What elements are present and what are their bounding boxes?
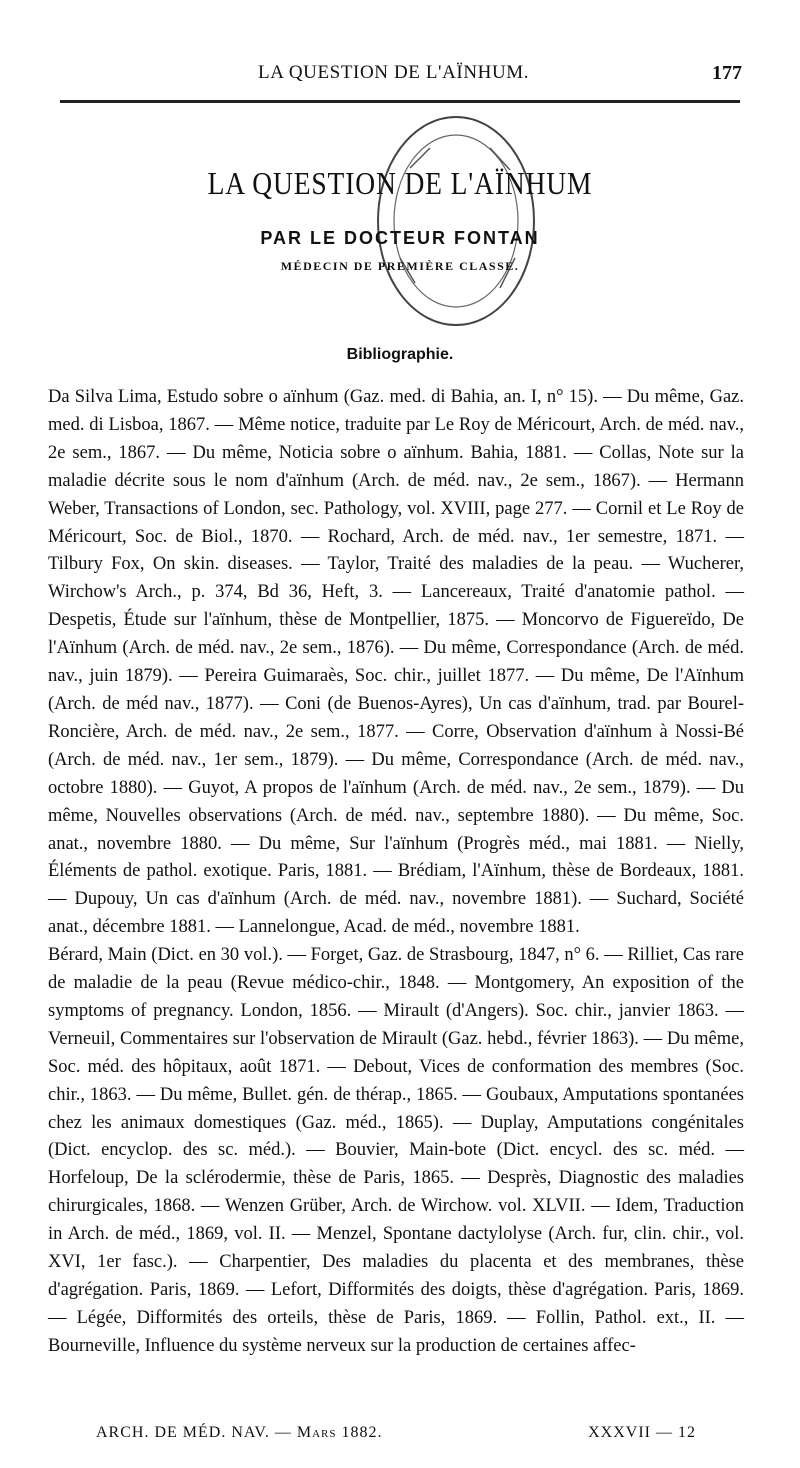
bibliography-paragraph: Da Silva Lima, Estudo sobre o aïnhum (Gaz. med. di Bahia, an. I, n° 15). — Du même, Gaz. med. di Lisboa, 1867. — Même notice, traduite par Le Roy de Méricourt, Arch. de méd. nav., 2e sem., 1867. — Du même, Noticia sobre o aïnhum. Bahia, 1881. — Collas, Note sur la maladie décrite sous le nom d'aïnhum (Arch. de méd. nav., 2e sem., 1867). — Hermann Weber, Transactions of London, sec. Pathology, vol. XVIII, page 277. — Cornil et Le Roy de Méricourt, Soc. de Biol., 1870. — Rochard, Arch. de méd. nav., 1er semestre, 1871. — Tilbury Fox, On skin. diseases. — Taylor, Traité des maladies de la peau. — Wucherer, Wirchow's Arch., p. 374, Bd 36, Heft, 3. — Lancereaux, Traité d'anatomie pathol. — Despetis, Étude sur l'aïnhum, thèse de Montpellier, 1875. — Moncorvo de Figuereïdo, De l'Aïnhum (Arch. de méd. nav., 2e sem., 1876). — Du même, Correspondance (Arch. de méd. nav., juin 1879). — Pereira Guimaraès, Soc. chir., juillet 1877. — Du même, De l'Aïnhum (Arch. de méd nav., 1877). — Coni (de Buenos-Ayres), Un cas d'aïnhum, trad. par Bourel-Roncière, Arch. de méd. nav., 2e sem., 1877. — Corre, Observation d'aïnhum à Nossi-Bé (Arch. de méd. nav., 1er sem., 1879). — Du même, Correspondance (Arch. de méd. nav., octobre 1880). — Guyot, A propos de l'aïnhum (Arch. de méd. nav., 2e sem., 1879). — Du même, Nouvelles observations (Arch. de méd. nav., septembre 1880). — Du même, Soc. anat., novembre 1880. — Du même, Sur l'aïnhum (Progrès méd., mai 1881. — Nielly, Éléments de pathol. exotique. Paris, 1881. — Brédiam, l'Aïnhum, thèse de Bordeaux, 1881. — Dupouy, Un cas d'aïnhum (Arch. de méd. nav., novembre 1881). — Suchard, Société anat., décembre 1881. — Lannelongue, Acad. de méd., novembre 1881.: [48, 387, 744, 938]
library-stamp: [370, 108, 542, 334]
section-heading: Bibliographie.: [346, 346, 454, 363]
running-head: [0, 62, 800, 92]
header-rule: [60, 100, 740, 103]
page-footer: [96, 1424, 696, 1448]
author-role: MÉDECIN DE PREMIÈRE CLASSE.: [280, 259, 520, 273]
footer-signature: XXXVII — 12: [588, 1424, 696, 1441]
bibliography-paragraph: Bérard, Main (Dict. en 30 vol.). — Forget, Gaz. de Strasbourg, 1847, n° 6. — Rilliet, Cas rare de maladie de la peau (Revue médico-chir., 1848. — Montgomery, An exposition of the symptoms of pregnancy. London, 1856. — Mirault (d'Angers). Soc. chir., janvier 1863. — Verneuil, Commentaires sur l'observation de Mirault (Gaz. hebd., février 1863). — Du même, Soc. méd. des hôpitaux, août 1871. — Debout, Vices de conformation des membres (Soc. chir., 1863. — Du même, Bullet. gén. de thérap., 1865. — Goubaux, Amputations spontanées chez les animaux domestiques (Gaz. méd., 1865). — Duplay, Amputations congénitales (Dict. encyclop. des sc. méd.). — Bouvier, Main-bote (Dict. encycl. des sc. méd. — Horfeloup, De la sclérodermie, thèse de Paris, 1865. — Desprès, Diagnostic des maladies chirurgicales, 1868. — Wenzen Grüber, Arch. de Wirchow. vol. XLVII. — Idem, Traduction in Arch. de méd., 1869, vol. II. — Menzel, Spontane dactylolyse (Arch. fur, clin. chir., vol. XVI, 1er fasc.). — Charpentier, Des maladies du placenta et des membranes, thèse d'agrégation. Paris, 1869. — Lefort, Difformités des doigts, thèse d'agrégation. Paris, 1869. — Légée, Difformités des orteils, thèse de Paris, 1869. — Follin, Pathol. ext., II. — Bourneville, Influence du système nerveux sur la production de certaines affec-: [48, 945, 744, 1356]
footer-journal: ARCH. DE MÉD. NAV. — Mars 1882.: [96, 1424, 383, 1441]
bibliography-body: [48, 384, 744, 1361]
page-number: 177: [712, 62, 742, 84]
article-title: LA QUESTION DE L'AÏNHUM: [207, 165, 593, 201]
article-author: PAR LE DOCTEUR FONTAN: [260, 228, 540, 248]
running-title: LA QUESTION DE L'AÏNHUM.: [258, 62, 530, 83]
